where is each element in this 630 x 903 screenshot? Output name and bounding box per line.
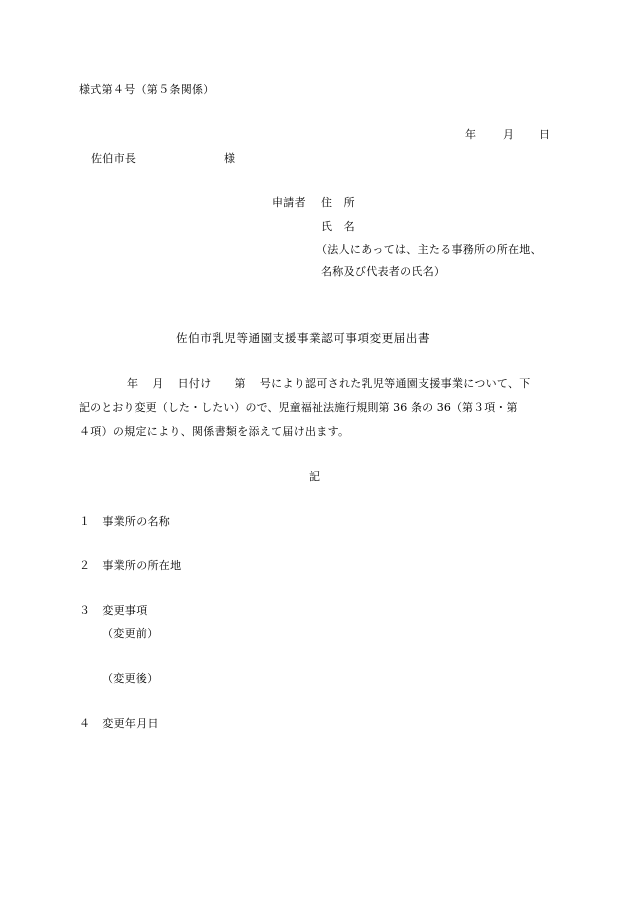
body-year: 年	[127, 377, 139, 390]
item-3-label: 変更事項	[102, 604, 148, 617]
ki-heading: 記	[309, 470, 321, 483]
item-1-label: 事業所の名称	[102, 515, 171, 528]
date-month-label: 月	[503, 128, 515, 141]
body-line3: ４項）の規定により、関係書類を添えて届け出ます。	[79, 425, 350, 438]
body-day-issued: 日付け	[177, 377, 212, 390]
applicant-label: 申請者	[272, 196, 306, 209]
change-before-label: （変更前）	[102, 627, 159, 640]
applicant-note-line1: （法人にあっては、主たる事務所の所在地、	[316, 243, 542, 256]
form-number: 様式第４号（第５条関係）	[79, 83, 215, 96]
change-after-label: （変更後）	[102, 672, 159, 685]
item-1-number: １	[79, 515, 91, 528]
item-2	[79, 559, 181, 573]
applicant-name-label: 氏 名	[321, 220, 355, 233]
applicant-address-label: 住 所	[321, 196, 355, 209]
body-line2: 記のとおり変更（した・したい）ので、児童福祉法施行規則第 36 条の 36（第３項・第	[79, 401, 518, 414]
item-4	[79, 717, 159, 731]
document-title: 佐伯市乳児等通園支援事業認可事項変更届出書	[176, 331, 431, 345]
item-1	[79, 515, 170, 529]
item-3-number: ３	[79, 604, 91, 617]
addressee-honorific: 様	[224, 152, 236, 165]
date-day-label: 日	[539, 128, 551, 141]
body-rest-line1: 号により認可された乳児等通園支援事業について、下	[259, 377, 531, 390]
item-4-number: ４	[79, 717, 91, 730]
body-line1	[79, 377, 531, 391]
item-3	[79, 604, 148, 618]
item-4-label: 変更年月日	[102, 717, 159, 730]
date-year-label: 年	[465, 128, 477, 141]
addressee-mayor: 佐伯市長	[91, 152, 137, 165]
item-2-label: 事業所の所在地	[102, 559, 182, 572]
item-2-number: ２	[79, 559, 91, 572]
body-month: 月	[152, 377, 164, 390]
applicant-note-line2: 名称及び代表者の氏名）	[321, 265, 446, 278]
body-dai: 第	[234, 377, 246, 390]
